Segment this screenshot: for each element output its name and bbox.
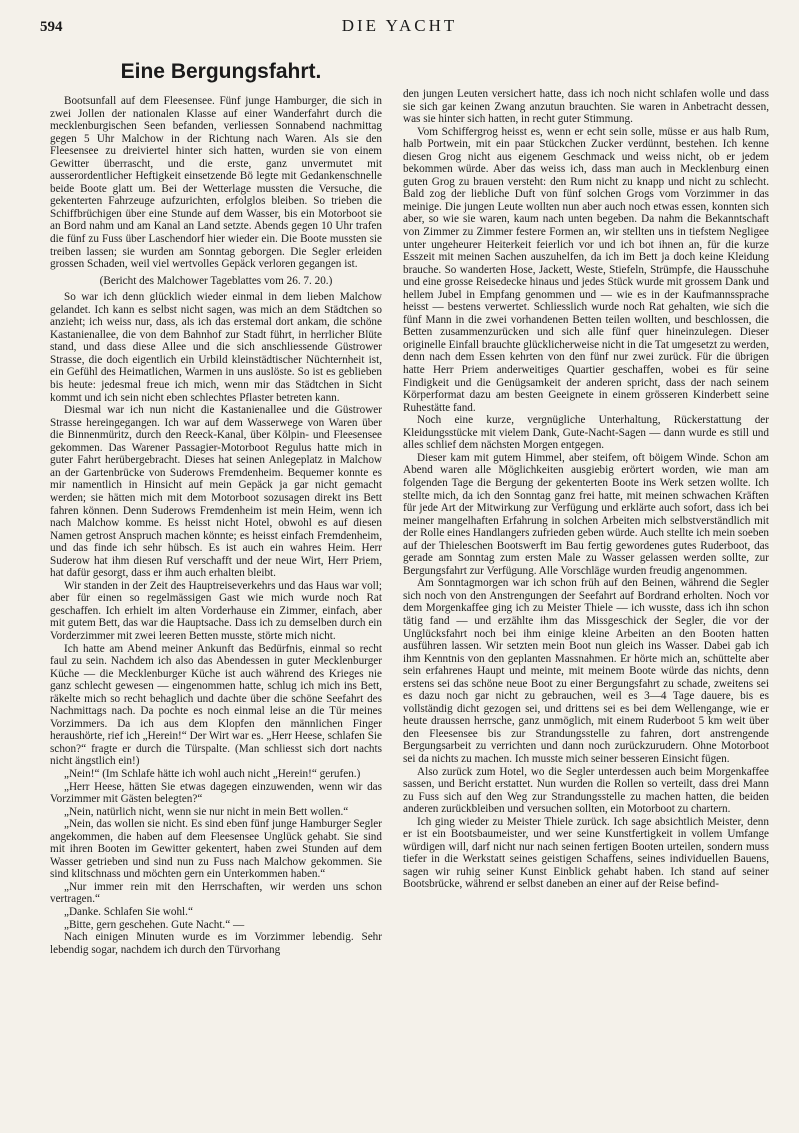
- paragraph: Bootsunfall auf dem Fleesensee. Fünf junge Hamburger, die sich in zwei Jollen der nationalen Klasse auf einer Wanderfahrt durch die mecklenburgischen Seen befanden, verliessen Sonnabend nachmittag gegen 5 Uhr Malchow in der Richtung nach Waren. Als sie den Fleesensee zu dreiviertel hinter sich hatten, wurden sie von einem Gewitter überrascht, und die erste, ganz unvermutet mit ausserordentlicher Heftigkeit einsetzende Bö legte mit Gedankenschnelle beide Boote glatt um. Bei der Wetterlage mussten die Versuche, die gekenterten Fahrzeuge aufzurichten, erfolglos bleiben. So trieben die Schiffbrüchigen über eine Stunde auf dem Wasser, bis ein Motorboot sie an Bord nahm und am Kanal an Land setzte. Abends gegen 10 Uhr trafen die fünf zu Fuss über Laschendorf hier wieder ein. Die Boote mussten sie treiben lassen; sie wurden am Sonntag geborgen. Die Segler erleiden grossen Schaden, weil viel wertvolles Gepäck verloren gegangen ist.: [50, 95, 382, 271]
- paragraph: Also zurück zum Hotel, wo die Segler unterdessen auch beim Morgenkaffee sassen, und Bericht erstattet. Nun wurden die Rollen so verteilt, dass drei Mann zu Fuss sich auf den Weg zur Strandungsstelle zu machen hatten, die beiden anderen zurückbleiben und versuchen sollten, ein Motorboot zu chartern.: [403, 765, 769, 816]
- paragraph: Noch eine kurze, vergnügliche Unterhaltung, Rückerstattung der Kleidungsstücke mit vielem Dank, Gute-Nacht-Sagen — dann wurde es still und alles schlief dem nächsten Morgen entgegen.: [403, 414, 769, 452]
- paragraph: Ich ging wieder zu Meister Thiele zurück. Ich sage absichtlich Meister, denn er ist ein Bootsbaumeister, und wer seine Kunstfertigkeit in vollem Umfange würdigen will, darf nicht nur nach seinen fertigen Booten urteilen, sondern muss tiefer in die Werkstatt seines geistigen Schaffens, seines individuellen Bauens, sagen wir ruhig seiner Kunst Einblick gehabt haben. Ich stand auf seiner Bootsbrücke, während er selbst daneben an einer auf der Reise befind-: [403, 815, 769, 891]
- paragraph: Vom Schiffergrog heisst es, wenn er echt sein solle, müsse er aus halb Rum, halb Portwein, mit ein paar Stückchen Zucker verdünnt, bestehen. Ich kenne diesen Grog nicht aus eigenem Geschmack und weiss nicht, ob er jedem bekommen würde. Aber das weiss ich, dass man auch in Mecklenburg einen guten Grog zu brauen versteht: den Rum nicht zu knapp und nicht zu schlecht. Bald zog der liebliche Duft von fünf solchen Grogs vom Vorzimmer in das meinige. Die jungen Leute wollten nun aber auch noch etwas essen, konnten sich aber, so wie sie waren, kaum nach unten begeben. Da nahm die Bekanntschaft von Zimmer zu Zimmer festere Formen an, wir stellten uns in tiefstem Negligee unter ungeheurer Heiterkeit feierlich vor und ich bot ihnen an, für die kurze Esszeit mit meinen Sachen auszuhelfen, da ich im Bett ja doch keine Kleidung brauche. So wanderten Hose, Jackett, Weste, Stiefeln, Strümpfe, die Hausschuhe und eine grosse Reisedecke hinaus und jedes Stück wurde mit grossem Dank und hellem Jubel in Empfang genommen und — wie es in der Kaufmannssprache heisst — bestens verwertet. Schliesslich wurde noch Rat gehalten, wie sich die fünf Mann in die zwei vorhandenen Betten teilen wollten, und beschlossen, die Betten zusammenzurücken und sich alle fünf quer hineinzulegen. Dieser originelle Einfall brauchte glücklicherweise nicht in die Tat umgesetzt zu werden, denn nach dem Essen kehrten von den fünf nur zwei zurück. Für die übrigen hatte Herr Priem anderweitiges Quartier geschaffen, wobei es für seine Findigkeit und die Genügsamkeit der anderen spricht, dass der nach seinem Körperformat dazu am besten Geeignete in einem grösseren Kinderbett seine Ruhestätte fand.: [403, 125, 769, 414]
- right-column: [403, 88, 769, 1115]
- paragraph: Diesmal war ich nun nicht die Kastanienallee und die Güstrower Strasse hereingegangen. Ich war auf dem Wasserwege von Waren über die Binnenmüritz, durch den Reeck-Kanal, über Kölpin- und Fleesensee gekommen. Das Warener Passagier-Motorboot Regulus hatte mich in guter Fahrt herübergebracht. Dieses hat seinen Anlegeplatz in Malchow an der Gartenbrücke von Suderows Fremdenheim. Bequemer konnte es mir namentlich in Hinsicht auf mein Gepäck ja gar nicht gemacht werden; sie hätten mich mit dem Motorboot sozusagen direkt ins Bett fahren können. Denn Suderows Fremdenheim ist mein Heim, wenn ich nach Malchow komme. Es heisst nicht Hotel, obwohl es auf diesen Namen getrost Anspruch machen könnte; es heisst einfach Fremdenheim, und das finde ich sehr hübsch. Es ist auch ein wahres Heim. Herr Suderow hat ihm diesen Ruf verschafft und der neue Wirt, Herr Priem, hat dafür gesorgt, dass er ihm auch erhalten bleibt.: [50, 404, 382, 580]
- paragraph: „Bitte, gern geschehen. Gute Nacht.“ —: [64, 918, 245, 931]
- paragraph: „Herr Heese, hätten Sie etwas dagegen einzuwenden, wenn wir das Vorzimmer mit Gästen belegten?“: [50, 780, 382, 806]
- source-note: (Bericht des Malchower Tageblattes vom 26. 7. 20.): [99, 274, 333, 287]
- article-title: Eine Bergungsfahrt.: [120, 60, 322, 83]
- running-title: DIE YACHT: [341, 16, 458, 35]
- paragraph: „Nur immer rein mit den Herrschaften, wir werden uns schon vertragen.“: [50, 880, 382, 906]
- paragraph: „Danke. Schlafen Sie wohl.“: [64, 906, 193, 918]
- paragraph: Am Sonntagmorgen war ich schon früh auf den Beinen, während die Segler sich noch von den Anstrengungen der Seefahrt auf Bordrand erholten. Noch vor dem Morgenkaffee ging ich zu Meister Thiele — ich wusste, dass ich ihn schon tätig fand — und erzählte ihm das Missgeschick der Segler, die vor der Unglücksfahrt noch bei ihm einige kleine Arbeiten an den Booten hatten ausführen lassen. Wir setzten mein Boot nun gleich ins Wasser. Dabei gab ich ihm Kenntnis von den geplanten Massnahmen. Er hörte mich an, schüttelte aber sein erfahrenes Haupt und meinte, mit meinem Boote würde das nichts, denn erstens sei das schöne neue Boot zu einer Bergungsfahrt zu schade, zweitens sei es dazu noch gar nicht zu gebrauchen, weil es 3—4 Tage dauere, bis es vollständig dicht gezogen sei, und drittens sei es bei dem Wellengange, wie er heute draussen herrsche, ganz unmöglich, mit einem Ruderboot 5 km weit über den Fleesensee bis zur Strandungsstelle zu fahren, dort anstrengende Bergungsarbeit zu verrichten und dann noch zurückzurudern. Ohne Motorboot sei da nichts zu machen. Ich musste mich seiner besseren Einsicht fügen.: [403, 577, 769, 765]
- page-number: 594: [40, 19, 63, 35]
- paragraph: „Nein, natürlich nicht, wenn sie nur nicht in mein Bett wollen.“: [64, 805, 349, 818]
- page-header: [40, 14, 759, 36]
- left-column: [50, 95, 382, 1115]
- paragraph: den jungen Leuten versichert hatte, dass ich noch nicht schlafen wolle und dass sie sich gar keinen Zwang anzutun brauchten. Sie waren in Anbetracht dessen, was sie hinter sich hatten, in recht guter Stimmung.: [403, 88, 769, 126]
- paragraph: So war ich denn glücklich wieder einmal in dem lieben Malchow gelandet. Ich kann es selbst nicht sagen, was mich an dem Städtchen so anzieht; ich weiss nur, dass, als ich das erstemal dort ankam, die schöne Kastanienallee, die von dem Bahnhof zur Stadt führt, in herrlicher Blüte stand, und dass diese Allee und die sich anschliessende Güstrower Strasse, die doch eigentlich ein Urbild kleinstädtischer Nüchternheit ist, ein Gefühl des Heimatlichen, Warmen in uns auslöste. So ist es geblieben bis heute: jedesmal freue ich mich, wenn mir das Städtchen in Sicht kommt und ich sein nicht eben schlechtes Pflaster betreten kann.: [50, 291, 382, 404]
- paragraph: Nach einigen Minuten wurde es im Vorzimmer lebendig. Sehr lebendig sogar, nachdem ich durch den Türvorhang: [50, 931, 382, 956]
- paragraph: Ich hatte am Abend meiner Ankunft das Bedürfnis, einmal so recht faul zu sein. Nachdem ich also das Abendessen in guter Mecklenburger Küche — die Mecklenburger Küche ist auch während des Krieges nie ganz schlecht gewesen — eingenommen hatte, schlug ich mich ins Bett, räkelte mich so recht behaglich und dachte über die schöne Seefahrt des Nachmittags nach. Da pochte es noch einmal leise an die Tür meines Vorzimmers. Da ich aus dem Klopfen den männlichen Finger heraushörte, rief ich „Herein!“ Der Wirt war es. „Herr Heese, schlafen Sie schon?“ fragte er durch die Türspalte. (Man schliesst sich dort nachts nicht ängstlich ein!): [50, 642, 382, 768]
- paragraph: Wir standen in der Zeit des Hauptreiseverkehrs und das Haus war voll; aber für einen so regelmässigen Gast wie mich wurde noch Rat geschaffen. Ich erhielt im alten Vorderhause ein Zimmer, einfach, aber mit gutem Bett, das war die Hauptsache. Dass ich zu demselben durch ein Vorderzimmer mit zwei leeren Betten musste, störte mich nicht.: [50, 579, 382, 642]
- paragraph: „Nein, das wollen sie nicht. Es sind eben fünf junge Hamburger Segler angekommen, die haben auf dem Fleesensee Unglück gehabt. Sie sind mit ihren Booten im Gewitter gekentert, haben zwei Stunden auf dem Wasser getrieben und sind nun zu Fuss nach Malchow gekommen. Sie sind klitschnass und möchten gern ein Unterkommen haben.“: [50, 818, 382, 881]
- paragraph: „Nein!“ (Im Schlafe hätte ich wohl auch nicht „Herein!“ gerufen.): [64, 767, 361, 780]
- paragraph: Dieser kam mit gutem Himmel, aber steifem, oft böigem Winde. Schon am Abend waren alle Möglichkeiten ausgiebig erörtert worden, wie man am folgenden Tage die Bergung der gekenterten Boote ins Werk setzen wollte. Ich stellte mich, da ich den Sonntag ganz frei hatte, mit meinen schwachen Kräften für jede Art der Mitwirkung zur Verfügung und erklärte auch sofort, dass ich bei meiner mangelhaften Erfahrung in solchen Arbeiten mich selbstverständlich mit der Rolle eines Handlangers zufrieden geben würde. Auch stellte ich mein soeben auf der Thieleschen Bootswerft im Bau fertig gewordenes gutes Ruderboot, das gerade am Sonntag zum ersten Male zu Wasser gelassen werden sollte, zur Bergungsfahrt zur Verfügung. Alle Vorschläge wurden freudig angenommen.: [403, 451, 769, 577]
